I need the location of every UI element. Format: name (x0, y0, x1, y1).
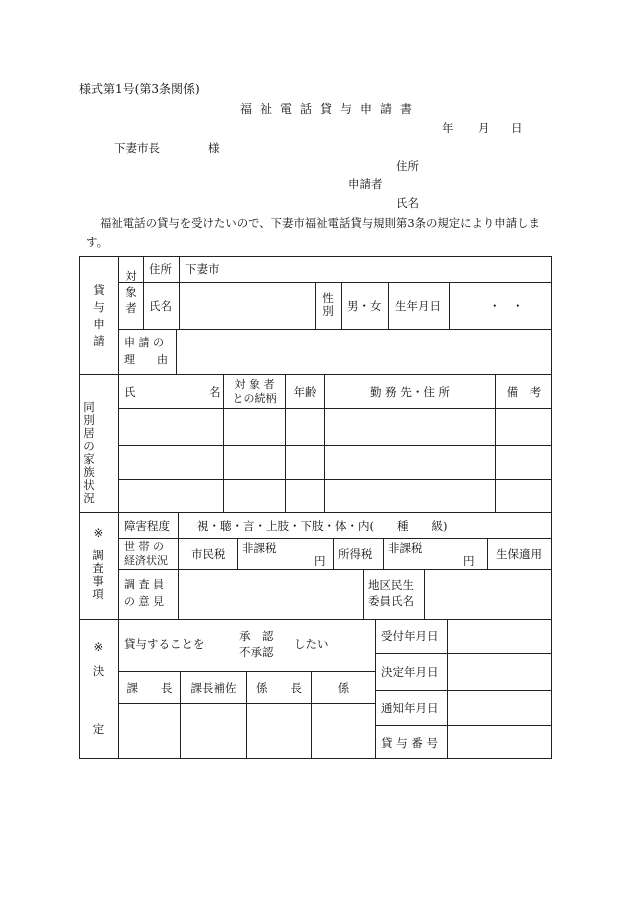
survey-section-label: 調査事項 (92, 548, 104, 601)
address-prefix: 下妻市 (185, 262, 220, 276)
section-head-label: 係 長 (256, 681, 302, 695)
date-year: 年 (442, 121, 454, 135)
commissioner-label-line2: 委員氏名 (368, 594, 414, 608)
col-name-a: 氏 (124, 385, 136, 399)
col-relation-line2: との続柄 (232, 392, 277, 405)
application-form-table (79, 256, 552, 759)
target-person-label: 対象者 (125, 269, 137, 315)
dob-separators: ・ ・ (489, 299, 524, 313)
applicant-name-label: 氏名 (396, 196, 419, 210)
received-date-label: 受付年月日 (381, 629, 439, 643)
chief-label: 課 長 (126, 681, 173, 695)
body-text-line1: 福祉電話の貸与を受けたいので、下妻市福祉電話貸与規則第3条の規定により申請しま (100, 216, 540, 230)
household-label-line2: 経済状況 (124, 554, 168, 567)
sex-label: 性別 (322, 291, 334, 318)
form-title: 福祉電話貸与申請書 (240, 102, 421, 116)
applicant-label: 申請者 (348, 177, 383, 191)
col-name-b: 名 (209, 385, 221, 399)
welfare-applied-label: 生保適用 (496, 547, 542, 561)
resident-tax-label: 市民税 (191, 547, 226, 561)
disability-label: 障害程度 (124, 519, 170, 533)
survey-mark: ※ (93, 526, 104, 540)
deputy-chief-label: 課長補佐 (190, 681, 237, 695)
reason-label-line1: 申 請 の (124, 336, 164, 349)
commissioner-label-line1: 地区民生 (368, 578, 414, 592)
yen-2: 円 (463, 554, 475, 568)
household-label-line1: 世 帯 の (124, 540, 164, 553)
investigator-label-line2: の 意 見 (124, 595, 164, 608)
addressee: 下妻市長 (114, 141, 160, 155)
lending-text: 貸与することを (124, 637, 205, 651)
decision-date-label: 決定年月日 (381, 665, 439, 679)
col-age: 年齢 (293, 385, 317, 399)
date-day: 日 (511, 121, 523, 135)
notice-date-label: 通知年月日 (381, 701, 439, 715)
applicant-address-label: 住所 (396, 159, 419, 173)
name-label: 氏名 (149, 299, 172, 313)
intend-text: したい (294, 637, 329, 651)
disability-options: 視・聴・言・上肢・下肢・体・内( 種 級) (197, 519, 448, 533)
reason-label-line2: 理 由 (124, 353, 168, 366)
form-number: 様式第1号(第3条関係) (79, 82, 200, 96)
decision-mark: ※ (93, 640, 104, 654)
honorific: 様 (208, 141, 220, 155)
lending-number-label: 貸 与 番 号 (381, 736, 438, 750)
yen-1: 円 (314, 554, 326, 568)
col-notes: 備 考 (506, 385, 542, 399)
decision-label-bottom: 定 (92, 722, 105, 736)
application-section-label: 貸与申請 (93, 283, 105, 348)
col-work: 勤 務 先・住 所 (370, 385, 450, 399)
date-month: 月 (478, 121, 490, 135)
disapprove-option: 不承認 (239, 645, 274, 659)
body-text-line2: す。 (86, 235, 109, 249)
col-relation-line1: 対 象 者 (234, 378, 275, 391)
investigator-label-line1: 調 査 員 (124, 578, 164, 591)
family-section-label: 同別居の家族状況 (83, 400, 95, 505)
staff-label: 係 (337, 681, 350, 695)
sex-options: 男・女 (347, 299, 382, 313)
address-label: 住所 (149, 262, 172, 276)
income-tax-label: 所得税 (338, 547, 373, 561)
approve-option: 承 認 (239, 629, 274, 643)
non-taxable-1: 非課税 (242, 541, 277, 555)
non-taxable-2: 非課税 (388, 541, 423, 555)
decision-label-top: 決 (92, 664, 105, 678)
dob-label: 生年月日 (395, 299, 441, 313)
